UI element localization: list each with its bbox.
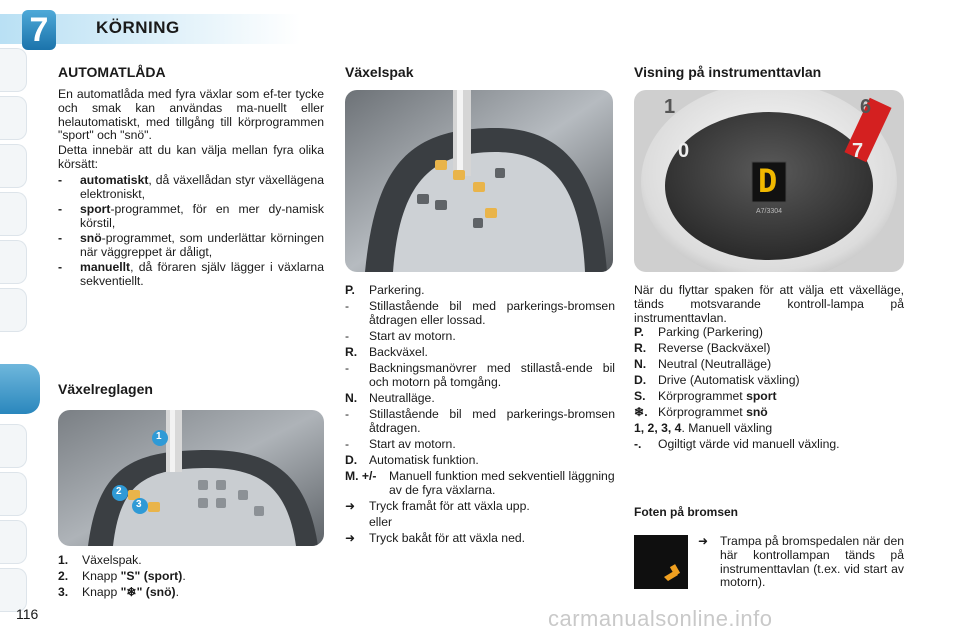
gauge-number-7: 7: [852, 140, 864, 162]
watermark: carmanualsonline.info: [548, 606, 773, 631]
gear-lever-photo: [345, 90, 613, 272]
gauge-code: A7/3304: [756, 208, 783, 215]
side-tab: [0, 192, 27, 236]
chapter-title: KÖRNING: [96, 18, 180, 37]
arrow-right-icon: ➜: [698, 534, 709, 548]
foot-on-brake-icon: [634, 535, 688, 589]
section-title-vaxelspak: Växelspak: [345, 64, 414, 80]
gear-display-letter: D: [758, 162, 778, 200]
side-tab-active: [0, 364, 40, 414]
display-item: 1, 2, 3, 4. Manuell växling: [634, 421, 773, 435]
arrow-right-icon: ➜: [345, 499, 356, 513]
side-tab: [0, 424, 27, 468]
gear-selector-photo: [58, 410, 324, 546]
callout-2: 2: [116, 486, 122, 497]
side-tab: [0, 520, 27, 564]
section-title-vaxelreglagen: Växelreglagen: [58, 381, 153, 397]
display-intro: När du flyttar spaken för att välja ett växelläge, tänds motsvarande kontroll-lampa på instrumenttavlan.: [634, 283, 904, 325]
side-tab: [0, 96, 27, 140]
section-title-visning: Visning på instrumenttavlan: [634, 64, 822, 80]
side-tab: [0, 472, 27, 516]
callout-1: 1: [156, 431, 162, 442]
brake-section-title: Foten på bromsen: [634, 505, 739, 519]
gauge-number-1: 1: [664, 96, 676, 118]
chapter-number: 7: [22, 10, 56, 50]
section-title-automatlada: AUTOMATLÅDA: [58, 64, 166, 80]
intro-paragraph-2: Detta innebär att du kan välja mellan fyra olika körsätt:: [58, 143, 324, 171]
arrow-right-icon: ➜: [345, 531, 356, 545]
page-number: 116: [16, 606, 39, 622]
instrument-panel-photo: [634, 90, 904, 272]
gear-selector-illustration: [58, 410, 324, 546]
brake-warning-lamp: [634, 535, 688, 589]
side-tab: [0, 240, 27, 284]
gear-lever-illustration: [345, 90, 613, 272]
side-tab: [0, 48, 27, 92]
side-tab: [0, 144, 27, 188]
side-tab: [0, 288, 27, 332]
gauge-number-6: 6: [860, 96, 872, 118]
callout-3: 3: [136, 499, 142, 510]
gauge-number-0: 0: [678, 140, 690, 162]
intro-paragraph: En automatlåda med fyra växlar som ef-ter tycke och smak kan användas ma-nuellt eller helautomatiskt, med tillgång till körprogrammen "sport" och "snö".: [58, 87, 324, 143]
